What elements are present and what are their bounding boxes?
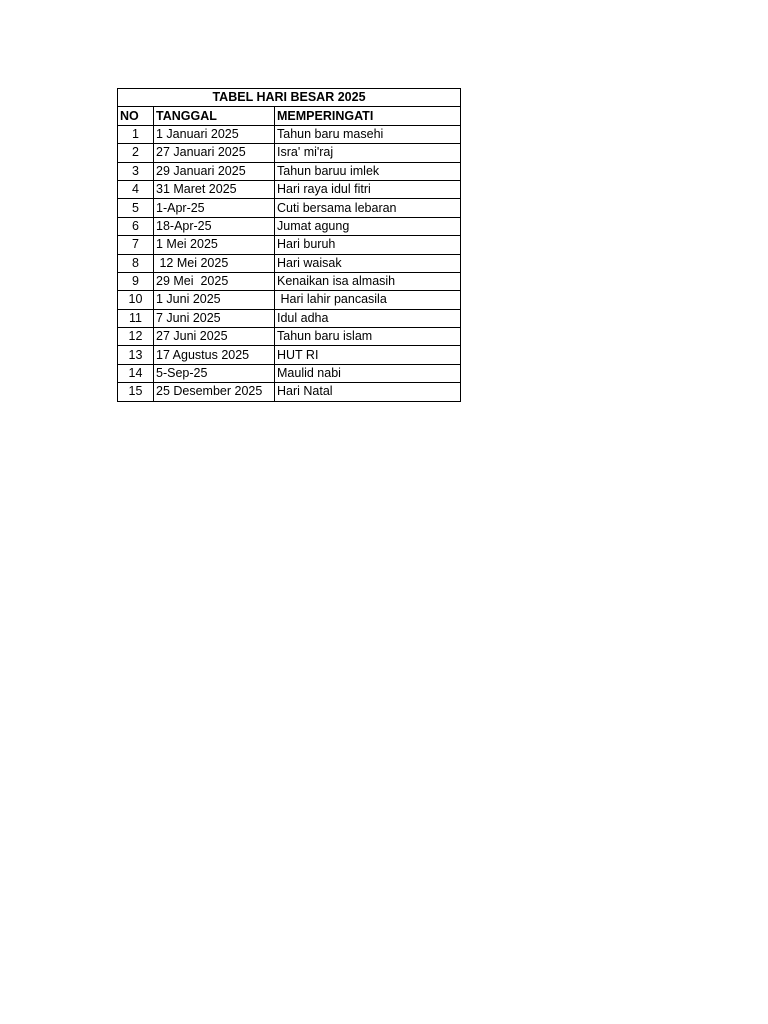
cell-tanggal: 27 Januari 2025 xyxy=(154,144,275,162)
cell-memperingati: Maulid nabi xyxy=(275,364,461,382)
cell-no: 15 xyxy=(118,383,154,401)
cell-no: 10 xyxy=(118,291,154,309)
header-row xyxy=(118,107,461,125)
table-row xyxy=(118,383,461,401)
table-row xyxy=(118,364,461,382)
header-no: NO xyxy=(118,107,154,125)
cell-no: 1 xyxy=(118,125,154,143)
cell-memperingati: Jumat agung xyxy=(275,217,461,235)
cell-memperingati: Isra' mi'raj xyxy=(275,144,461,162)
table-row xyxy=(118,180,461,198)
cell-tanggal: 1-Apr-25 xyxy=(154,199,275,217)
cell-memperingati: Tahun baru islam xyxy=(275,328,461,346)
cell-tanggal: 18-Apr-25 xyxy=(154,217,275,235)
table-row xyxy=(118,144,461,162)
cell-tanggal: 27 Juni 2025 xyxy=(154,328,275,346)
cell-no: 5 xyxy=(118,199,154,217)
cell-memperingati: Idul adha xyxy=(275,309,461,327)
table-body xyxy=(118,89,461,402)
cell-tanggal: 12 Mei 2025 xyxy=(154,254,275,272)
table-row xyxy=(118,309,461,327)
cell-no: 6 xyxy=(118,217,154,235)
cell-no: 7 xyxy=(118,236,154,254)
cell-memperingati: Tahun baruu imlek xyxy=(275,162,461,180)
table-row xyxy=(118,162,461,180)
cell-tanggal: 1 Juni 2025 xyxy=(154,291,275,309)
cell-memperingati: Cuti bersama lebaran xyxy=(275,199,461,217)
cell-no: 9 xyxy=(118,272,154,290)
table-row xyxy=(118,217,461,235)
cell-memperingati: Hari raya idul fitri xyxy=(275,180,461,198)
table-row xyxy=(118,236,461,254)
cell-memperingati: HUT RI xyxy=(275,346,461,364)
cell-memperingati: Hari Natal xyxy=(275,383,461,401)
table-row xyxy=(118,254,461,272)
cell-memperingati: Hari buruh xyxy=(275,236,461,254)
holiday-table xyxy=(117,88,461,402)
table-title: TABEL HARI BESAR 2025 xyxy=(118,89,461,107)
cell-no: 13 xyxy=(118,346,154,364)
cell-memperingati: Tahun baru masehi xyxy=(275,125,461,143)
cell-no: 11 xyxy=(118,309,154,327)
title-row xyxy=(118,89,461,107)
table-row xyxy=(118,125,461,143)
cell-no: 12 xyxy=(118,328,154,346)
cell-no: 3 xyxy=(118,162,154,180)
cell-no: 14 xyxy=(118,364,154,382)
cell-tanggal: 1 Mei 2025 xyxy=(154,236,275,254)
cell-tanggal: 17 Agustus 2025 xyxy=(154,346,275,364)
table-row xyxy=(118,291,461,309)
header-memperingati: MEMPERINGATI xyxy=(275,107,461,125)
table-row xyxy=(118,199,461,217)
cell-tanggal: 29 Januari 2025 xyxy=(154,162,275,180)
cell-no: 4 xyxy=(118,180,154,198)
cell-tanggal: 1 Januari 2025 xyxy=(154,125,275,143)
header-tanggal: TANGGAL xyxy=(154,107,275,125)
table-row xyxy=(118,328,461,346)
cell-tanggal: 31 Maret 2025 xyxy=(154,180,275,198)
cell-memperingati: Hari waisak xyxy=(275,254,461,272)
cell-no: 8 xyxy=(118,254,154,272)
cell-memperingati: Hari lahir pancasila xyxy=(275,291,461,309)
cell-tanggal: 5-Sep-25 xyxy=(154,364,275,382)
cell-tanggal: 25 Desember 2025 xyxy=(154,383,275,401)
cell-tanggal: 7 Juni 2025 xyxy=(154,309,275,327)
cell-no: 2 xyxy=(118,144,154,162)
cell-memperingati: Kenaikan isa almasih xyxy=(275,272,461,290)
cell-tanggal: 29 Mei 2025 xyxy=(154,272,275,290)
table-row xyxy=(118,272,461,290)
table-row xyxy=(118,346,461,364)
